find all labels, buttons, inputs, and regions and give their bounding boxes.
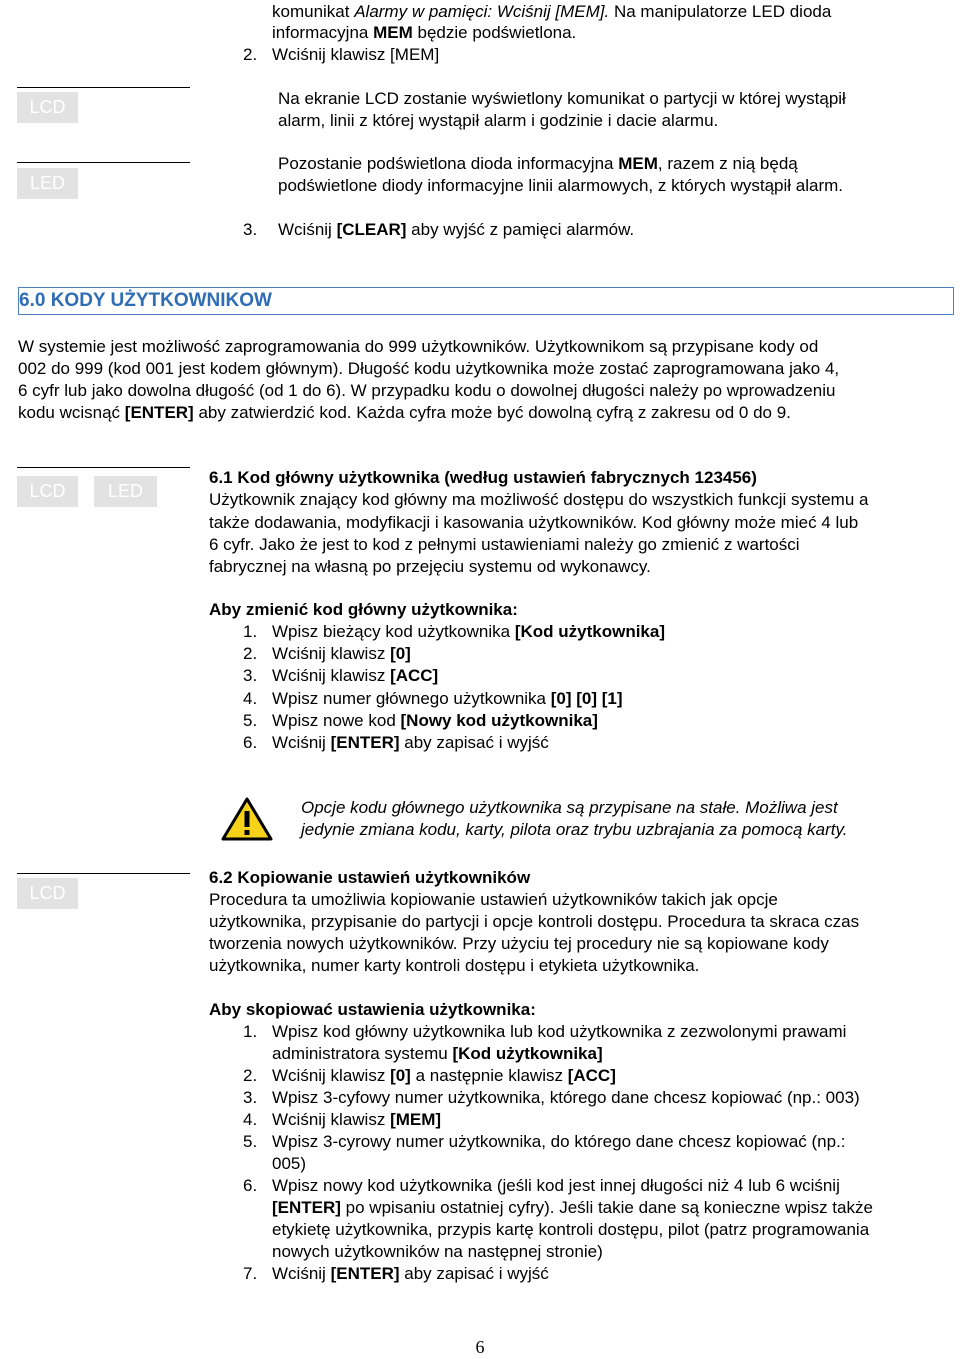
led-description: podświetlone diody informacyjne linii alarmowych, z których wystąpił alarm.: [278, 176, 844, 195]
step-text: Wpisz kod główny użytkownika lub kod użytkownika z zezwolonymi prawami: [272, 1022, 847, 1041]
step-text: Wciśnij klawisz [MEM]: [272, 45, 440, 64]
paragraph-line: komunikat Alarmy w pamięci: Wciśnij [MEM]. Na manipulatorze LED dioda: [272, 2, 832, 21]
step-text: Wciśnij klawisz [0] a następnie klawisz [ACC]: [272, 1066, 616, 1085]
led-badge: LED: [94, 476, 157, 507]
step-number: 1.: [243, 1022, 258, 1041]
step-text: Wciśnij [ENTER] aby zapisać i wyjść: [272, 733, 549, 752]
paragraph-line: także dodawania, modyfikacji i kasowania użytkowników. Kod główny może mieć 4 lub: [209, 513, 859, 532]
step-number: 2.: [243, 1066, 258, 1085]
step-number: 3.: [243, 220, 258, 239]
step-text: [ENTER] po wpisaniu ostatniej cyfry). Jeśli takie dane są konieczne wpisz także: [272, 1198, 873, 1217]
step-number: 4.: [243, 1110, 258, 1129]
paragraph-line: 002 do 999 (kod 001 jest kodem głównym). Długość kodu użytkownika może zostać zaprogramowana jako 4,: [18, 359, 840, 378]
page-number: 6: [475, 1337, 485, 1357]
lcd-badge: LCD: [17, 92, 78, 123]
paragraph-line: użytkownika, przypisanie do partycji i opcje kontroli dostępu. Procedura ta skraca czas: [209, 912, 860, 931]
step-text: etykietę użytkownika, przypis kartę kontroli dostępu, pilot (patrz programowania: [272, 1220, 870, 1239]
procedure-heading: Aby skopiować ustawienia użytkownika:: [209, 1000, 536, 1019]
step-text: Wpisz 3-cyfowy numer użytkownika, którego dane chcesz kopiować (np.: 003): [272, 1088, 860, 1107]
step-text: nowych użytkowników na następnej stronie): [272, 1242, 603, 1261]
paragraph-line: fabrycznej na własną po przejęciu systemu od wykonawcy.: [209, 557, 651, 576]
step-text: Wciśnij klawisz [MEM]: [272, 1110, 442, 1129]
step-text: Wciśnij [ENTER] aby zapisać i wyjść: [272, 1264, 549, 1283]
step-number: 3.: [243, 666, 258, 685]
note-text: jedynie zmiana kodu, karty, pilota oraz trybu uzbrajania za pomocą karty.: [301, 820, 848, 839]
lcd-description: alarm, linii z której wystąpił alarm i godzinie i dacie alarmu.: [278, 111, 719, 130]
led-badge: LED: [17, 168, 78, 199]
paragraph-line: 6 cyfr. Jako że jest to kod z pełnymi ustawieniami należy go zmienić z wartości: [209, 535, 800, 554]
divider: [17, 162, 190, 163]
step-text: administratora systemu [Kod użytkownika]: [272, 1044, 603, 1063]
step-text: Wpisz 3-cyrowy numer użytkownika, do którego dane chcesz kopiować (np.:: [272, 1132, 846, 1151]
step-number: 5.: [243, 711, 258, 730]
step-text: 005): [272, 1154, 307, 1173]
warning-icon: [220, 796, 274, 842]
divider: [17, 873, 190, 874]
step-number: 6.: [243, 1176, 258, 1195]
paragraph-line: Procedura ta umożliwia kopiowanie ustawień użytkowników takich jak opcje: [209, 890, 778, 909]
note-text: Opcje kodu głównego użytkownika są przypisane na stałe. Możliwa jest: [301, 798, 838, 817]
lcd-badge: LCD: [17, 476, 78, 507]
lcd-description: Na ekranie LCD zostanie wyświetlony komunikat o partycji w której wystąpił: [278, 89, 846, 108]
step-number: 2.: [243, 45, 258, 64]
divider: [17, 87, 190, 88]
step-text: Wpisz nowe kod [Nowy kod użytkownika]: [272, 711, 598, 730]
step-text: Wpisz numer głównego użytkownika [0] [0] [1]: [272, 689, 623, 708]
procedure-heading: Aby zmienić kod główny użytkownika:: [209, 600, 518, 619]
step-number: 2.: [243, 644, 258, 663]
paragraph-line: W systemie jest możliwość zaprogramowania do 999 użytkowników. Użytkownikom są przypisane kody od: [18, 337, 819, 356]
paragraph-line: informacyjna MEM będzie podświetlona.: [272, 23, 577, 42]
step-text: Wpisz bieżący kod użytkownika [Kod użytkownika]: [272, 622, 665, 641]
lcd-badge: LCD: [17, 878, 78, 909]
led-description: Pozostanie podświetlona dioda informacyjna MEM, razem z nią będą: [278, 154, 798, 173]
paragraph-line: Użytkownik znający kod główny ma możliwość dostępu do wszystkich funkcji systemu a: [209, 490, 869, 509]
step-text: Wciśnij klawisz [0]: [272, 644, 411, 663]
divider: [17, 467, 190, 468]
step-number: 3.: [243, 1088, 258, 1107]
step-text: Wciśnij klawisz [ACC]: [272, 666, 439, 685]
step-number: 4.: [243, 689, 258, 708]
step-number: 6.: [243, 733, 258, 752]
paragraph-line: kodu wcisnąć [ENTER] aby zatwierdzić kod. Każda cyfra może być dowolną cyfrą z zakresu od 0 do 9.: [18, 403, 791, 422]
step-text: Wpisz nowy kod użytkownika (jeśli kod jest innej długości niż 4 lub 6 wciśnij: [272, 1176, 840, 1195]
paragraph-line: użytkownika, numer karty kontroli dostępu i etykieta użytkownika.: [209, 956, 700, 975]
section-title: 6.0 KODY UŻYTKOWNIKOW: [18, 287, 954, 315]
step-number: 5.: [243, 1132, 258, 1151]
step-number: 7.: [243, 1264, 258, 1283]
subsection-title: 6.2 Kopiowanie ustawień użytkowników: [209, 868, 531, 887]
subsection-title: 6.1 Kod główny użytkownika (według ustawień fabrycznych 123456): [209, 468, 757, 487]
step-text: Wciśnij [CLEAR] aby wyjść z pamięci alarmów.: [278, 220, 635, 239]
step-number: 1.: [243, 622, 258, 641]
paragraph-line: tworzenia nowych użytkowników. Przy użyciu tej procedury nie są kopiowane kody: [209, 934, 829, 953]
paragraph-line: 6 cyfr lub jako dowolna długość (od 1 do 6). W przypadku kodu o dowolnej długości należy po wprowadzeniu: [18, 381, 836, 400]
